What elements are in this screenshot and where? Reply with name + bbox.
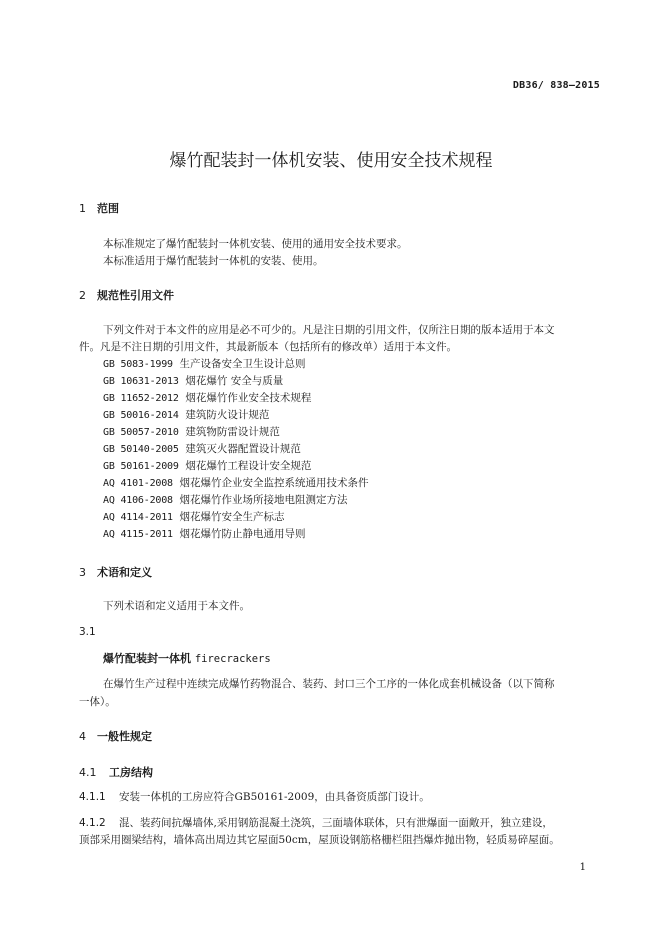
term-zh: 爆竹配装封一体机 <box>103 652 191 665</box>
reference-title: 建筑防火设计规范 <box>185 409 270 421</box>
reference-code: GB 50140-2005 <box>103 444 179 455</box>
section-3-heading <box>79 564 152 580</box>
reference-code: AQ 4106-2008 <box>103 495 173 506</box>
reference-title: 烟花爆竹防止静电通用导则 <box>179 528 306 540</box>
reference-title: 建筑物防雷设计规范 <box>185 426 280 438</box>
paragraph-line: 下列文件对于本文件的应用是必不可少的。凡是注日期的引用文件，仅所注日期的版本适用于本文 <box>103 324 555 336</box>
reference-item <box>103 356 306 371</box>
subsection-number: 4.1 <box>79 766 97 779</box>
document-title: 爆竹配装封一体机安装、使用安全技术规程 <box>169 151 493 171</box>
reference-title: 烟花爆竹作业场所接地电阻测定方法 <box>179 494 348 506</box>
reference-code: GB 50057-2010 <box>103 427 179 438</box>
reference-code: AQ 4114-2011 <box>103 512 173 523</box>
reference-item <box>103 492 348 507</box>
term-entry <box>103 650 271 666</box>
definition-line: 在爆竹生产过程中连续完成爆竹药物混合、装药、封口三个工序的一体化成套机械设备（以下简称 <box>103 678 555 690</box>
section-title: 一般性规定 <box>97 730 152 743</box>
reference-code: GB 10631-2013 <box>103 376 179 387</box>
clause-number: 3.1 <box>79 626 96 638</box>
clause-4-1-2 <box>79 815 553 830</box>
definition-line: 一体）。 <box>79 696 116 708</box>
page-number: 1 <box>579 862 586 873</box>
clause-4-1-1 <box>79 789 430 804</box>
section-title: 术语和定义 <box>97 566 152 579</box>
paragraph-line: 件。凡是不注日期的引用文件，其最新版本（包括所有的修改单）适用于本文件。 <box>79 341 457 353</box>
section-2-heading <box>79 287 174 303</box>
paragraph: 本标准规定了爆竹配装封一体机安装、使用的通用安全技术要求。 <box>103 238 408 250</box>
reference-item <box>103 526 306 541</box>
reference-code: GB 50161-2009 <box>103 461 179 472</box>
reference-item <box>103 373 283 388</box>
paragraph: 本标准适用于爆竹配装封一体机的安装、使用。 <box>103 255 324 267</box>
reference-item <box>103 509 285 524</box>
reference-item <box>103 390 311 405</box>
section-number: 2 <box>79 289 86 302</box>
term-en: firecrackers <box>194 653 271 665</box>
reference-item <box>103 475 369 490</box>
reference-code: GB 50016-2014 <box>103 410 179 421</box>
subsection-title: 工房结构 <box>109 766 153 779</box>
reference-title: 建筑灭火器配置设计规范 <box>185 443 301 455</box>
clause-text: 安装一体机的工房应符合GB50161-2009，由具备资质部门设计。 <box>119 791 430 803</box>
standard-number: DB36/ 838—2015 <box>512 80 600 91</box>
reference-title: 烟花爆竹作业安全技术规程 <box>185 392 312 404</box>
section-title: 范围 <box>97 202 119 215</box>
reference-code: AQ 4115-2011 <box>103 529 173 540</box>
paragraph: 下列术语和定义适用于本文件。 <box>103 600 250 612</box>
section-1-heading <box>79 200 119 216</box>
section-number: 4 <box>79 730 86 743</box>
section-number: 3 <box>79 566 86 579</box>
reference-code: GB 5083-1999 <box>103 359 173 370</box>
reference-title: 烟花爆竹企业安全监控系统通用技术条件 <box>179 477 369 489</box>
reference-title: 生产设备安全卫生设计总则 <box>179 358 306 370</box>
reference-code: AQ 4101-2008 <box>103 478 173 489</box>
reference-item <box>103 441 301 456</box>
section-4-heading <box>79 728 152 744</box>
clause-text: 混、装药间抗爆墙体,采用钢筋混凝土浇筑，三面墙体联体，只有泄爆面一面敞开，独立建设， <box>119 817 553 829</box>
reference-title: 烟花爆竹安全生产标志 <box>179 511 285 523</box>
section-number: 1 <box>79 202 86 215</box>
reference-title: 烟花爆竹 安全与质量 <box>185 375 284 387</box>
reference-item <box>103 424 280 439</box>
reference-title: 烟花爆竹工程设计安全规范 <box>185 460 312 472</box>
subsection-4-1-heading <box>79 764 153 780</box>
reference-item <box>103 458 311 473</box>
clause-number: 4.1.2 <box>79 817 106 829</box>
clause-text-line: 顶部采用圈梁结构，墙体高出周边其它屋面50cm，屋顶设钢筋格栅栏阻挡爆炸抛出物，轻质易碎屋面。 <box>79 834 560 846</box>
reference-code: GB 11652-2012 <box>103 393 179 404</box>
reference-item <box>103 407 269 422</box>
section-title: 规范性引用文件 <box>97 289 174 302</box>
clause-number: 4.1.1 <box>79 791 106 803</box>
